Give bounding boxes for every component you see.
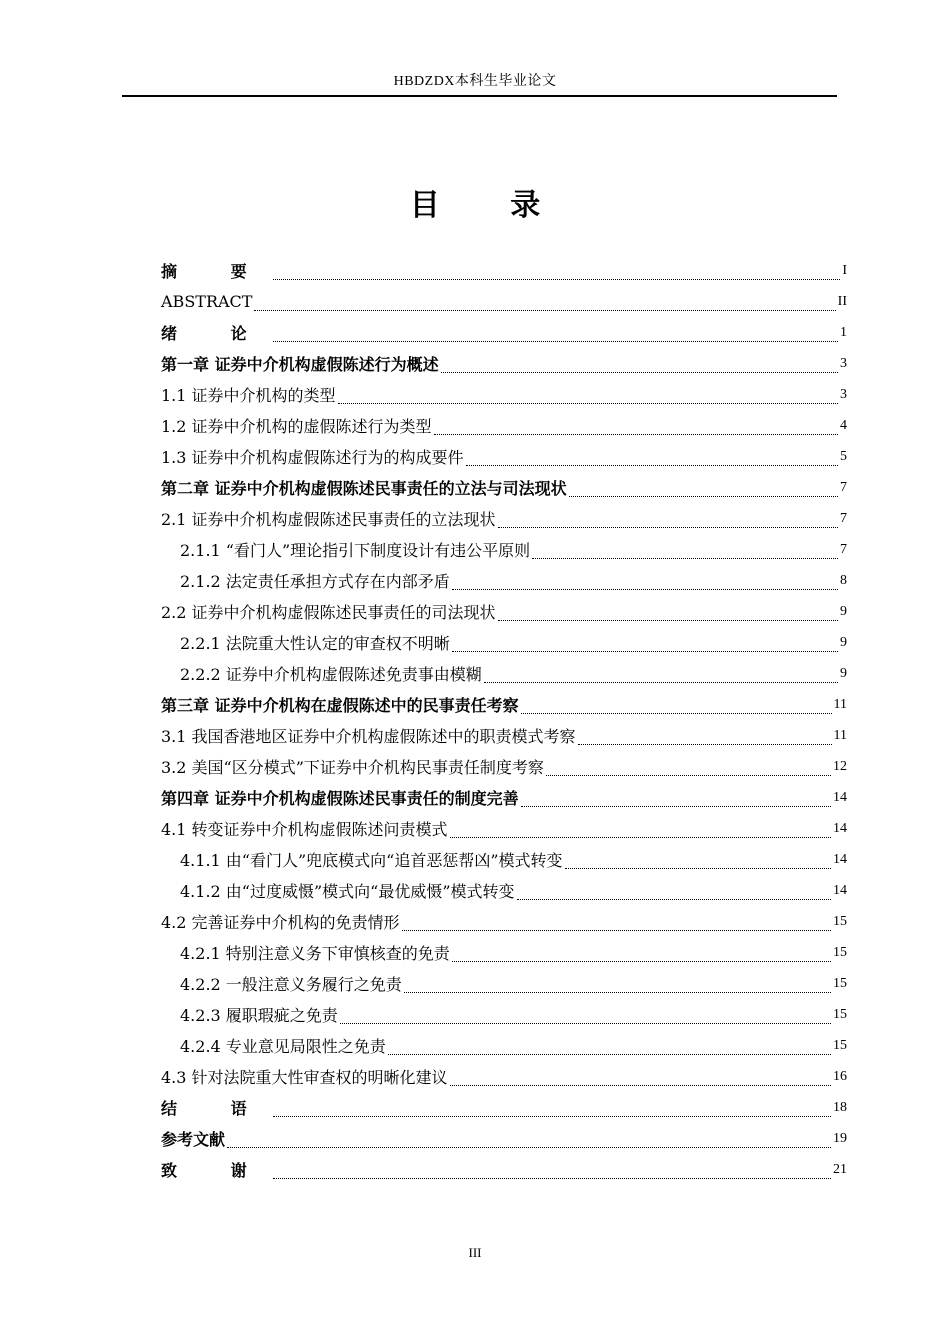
toc-entry[interactable] xyxy=(161,1123,847,1154)
toc-entry-page: 8 xyxy=(840,572,847,588)
toc-entry[interactable] xyxy=(161,813,847,844)
toc-dot-leader xyxy=(532,546,838,559)
toc-entry-label: 4.2.3 履职瑕疵之免责 xyxy=(180,1006,338,1025)
toc-entry-label: 结 语 xyxy=(161,1099,271,1118)
toc-entry-page: I xyxy=(842,262,847,278)
toc-dot-leader xyxy=(498,608,838,621)
toc-dot-leader xyxy=(466,453,838,466)
toc-dot-leader xyxy=(452,639,838,652)
toc-entry-label: 参考文献 xyxy=(161,1130,226,1149)
toc-entry[interactable] xyxy=(161,348,847,379)
toc-entry-label: 4.1.1 由“看门人”兜底模式向“追首恶惩帮凶”模式转变 xyxy=(180,851,563,870)
toc-dot-leader xyxy=(450,825,831,838)
toc-entry-label: 3.2 美国“区分模式”下证券中介机构民事责任制度考察 xyxy=(161,758,544,777)
toc-entry-label: 1.1 证券中介机构的类型 xyxy=(161,386,336,405)
toc-entry-label: 2.1 证券中介机构虚假陈述民事责任的立法现状 xyxy=(161,510,496,529)
toc-entry-label: 1.2 证券中介机构的虚假陈述行为类型 xyxy=(161,417,432,436)
toc-entry[interactable] xyxy=(161,720,847,751)
toc-entry-label: 4.2 完善证券中介机构的免责情形 xyxy=(161,913,400,932)
toc-entry-label: 4.2.2 一般注意义务履行之免责 xyxy=(180,975,402,994)
toc-entry[interactable] xyxy=(161,844,847,875)
toc-entry[interactable] xyxy=(161,782,847,813)
toc-entry[interactable] xyxy=(161,472,847,503)
toc-entry-page: 11 xyxy=(833,727,847,743)
toc-entry-page: 12 xyxy=(833,758,847,774)
toc-entry-page: 15 xyxy=(833,944,847,960)
toc-entry-label: 4.2.4 专业意见局限性之免责 xyxy=(180,1037,386,1056)
table-of-contents xyxy=(161,255,847,1185)
toc-dot-leader xyxy=(434,422,838,435)
page-title: 目 录 xyxy=(409,188,571,223)
toc-entry[interactable] xyxy=(161,596,847,627)
toc-entry-page: 7 xyxy=(840,541,847,557)
toc-entry-page: 9 xyxy=(840,634,847,650)
toc-entry-page: 14 xyxy=(833,882,847,898)
toc-entry-label: 致 谢 xyxy=(161,1161,271,1180)
toc-entry-page: 15 xyxy=(833,1037,847,1053)
toc-entry-page: 7 xyxy=(840,479,847,495)
toc-entry-page: 7 xyxy=(840,510,847,526)
toc-entry[interactable] xyxy=(161,1030,847,1061)
toc-entry[interactable] xyxy=(161,379,847,410)
toc-entry-label: 第三章 证券中介机构在虚假陈述中的民事责任考察 xyxy=(161,696,519,715)
toc-entry-label: 第一章 证券中介机构虚假陈述行为概述 xyxy=(161,355,439,374)
toc-dot-leader xyxy=(441,360,838,373)
toc-dot-leader xyxy=(340,1011,831,1024)
toc-dot-leader xyxy=(565,856,831,869)
toc-entry-label: ABSTRACT xyxy=(161,292,253,311)
toc-dot-leader xyxy=(521,701,832,714)
toc-entry-page: 19 xyxy=(833,1130,847,1146)
toc-entry-page: 15 xyxy=(833,975,847,991)
toc-dot-leader xyxy=(569,484,838,497)
toc-dot-leader xyxy=(338,391,838,404)
toc-dot-leader xyxy=(452,949,831,962)
toc-dot-leader xyxy=(254,298,835,311)
toc-entry[interactable] xyxy=(161,441,847,472)
toc-entry[interactable] xyxy=(161,1061,847,1092)
toc-entry-label: 3.1 我国香港地区证券中介机构虚假陈述中的职责模式考察 xyxy=(161,727,576,746)
toc-entry-label: 2.1.1 “看门人”理论指引下制度设计有违公平原则 xyxy=(180,541,531,560)
toc-entry[interactable] xyxy=(161,937,847,968)
toc-entry[interactable] xyxy=(161,1154,847,1185)
toc-entry-label: 2.2.1 法院重大性认定的审查权不明晰 xyxy=(180,634,450,653)
toc-dot-leader xyxy=(484,670,838,683)
toc-entry-page: 14 xyxy=(833,789,847,805)
toc-dot-leader xyxy=(402,918,831,931)
toc-entry-page: II xyxy=(837,293,847,309)
toc-dot-leader xyxy=(578,732,832,745)
toc-entry-page: 18 xyxy=(833,1099,847,1115)
toc-entry-label: 4.1 转变证券中介机构虚假陈述问责模式 xyxy=(161,820,448,839)
toc-entry-label: 摘 要 xyxy=(161,262,271,281)
toc-dot-leader xyxy=(452,577,838,590)
toc-dot-leader xyxy=(227,1135,831,1148)
toc-entry-label: 第二章 证券中介机构虚假陈述民事责任的立法与司法现状 xyxy=(161,479,567,498)
toc-entry[interactable] xyxy=(161,1092,847,1123)
toc-entry-page: 21 xyxy=(833,1161,847,1177)
toc-entry-page: 3 xyxy=(840,386,847,402)
toc-entry[interactable] xyxy=(161,999,847,1030)
toc-entry[interactable] xyxy=(161,503,847,534)
toc-entry-label: 4.3 针对法院重大性审查权的明晰化建议 xyxy=(161,1068,448,1087)
toc-entry[interactable] xyxy=(161,751,847,782)
toc-entry-page: 9 xyxy=(840,603,847,619)
toc-dot-leader xyxy=(404,980,831,993)
toc-entry-label: 4.2.1 特别注意义务下审慎核查的免责 xyxy=(180,944,450,963)
toc-entry[interactable] xyxy=(161,410,847,441)
footer-page-number: III xyxy=(468,1245,482,1260)
toc-entry-label: 4.1.2 由“过度威慑”模式向“最优威慑”模式转变 xyxy=(180,882,515,901)
toc-entry[interactable] xyxy=(161,968,847,999)
toc-entry-page: 5 xyxy=(840,448,847,464)
toc-entry[interactable] xyxy=(161,689,847,720)
toc-entry[interactable] xyxy=(161,255,847,286)
toc-entry-page: 1 xyxy=(840,324,847,340)
toc-entry-page: 16 xyxy=(833,1068,847,1084)
toc-dot-leader xyxy=(521,794,831,807)
toc-dot-leader xyxy=(546,763,831,776)
toc-dot-leader xyxy=(388,1042,831,1055)
toc-entry-label: 2.2.2 证券中介机构虚假陈述免责事由模糊 xyxy=(180,665,482,684)
toc-dot-leader xyxy=(498,515,838,528)
toc-entry[interactable] xyxy=(161,906,847,937)
toc-entry-page: 3 xyxy=(840,355,847,371)
toc-entry-label: 绪 论 xyxy=(161,324,271,343)
toc-dot-leader xyxy=(517,887,831,900)
toc-entry-page: 4 xyxy=(840,417,847,433)
toc-dot-leader xyxy=(273,1104,831,1117)
toc-entry-page: 15 xyxy=(833,913,847,929)
toc-entry-label: 2.2 证券中介机构虚假陈述民事责任的司法现状 xyxy=(161,603,496,622)
toc-dot-leader xyxy=(450,1073,831,1086)
toc-entry[interactable] xyxy=(161,565,847,596)
toc-dot-leader xyxy=(273,1166,831,1179)
running-header: HBDZDX本科生毕业论文 xyxy=(393,74,557,89)
toc-entry-page: 14 xyxy=(833,820,847,836)
toc-entry-page: 14 xyxy=(833,851,847,867)
toc-dot-leader xyxy=(273,329,838,342)
toc-entry[interactable] xyxy=(161,658,847,689)
header-rule xyxy=(122,95,837,97)
toc-entry[interactable] xyxy=(161,875,847,906)
toc-dot-leader xyxy=(273,267,841,280)
toc-entry-label: 第四章 证券中介机构虚假陈述民事责任的制度完善 xyxy=(161,789,519,808)
toc-entry-label: 1.3 证券中介机构虚假陈述行为的构成要件 xyxy=(161,448,464,467)
toc-entry-page: 11 xyxy=(833,696,847,712)
toc-entry[interactable] xyxy=(161,317,847,348)
toc-entry-label: 2.1.2 法定责任承担方式存在内部矛盾 xyxy=(180,572,450,591)
toc-entry-page: 9 xyxy=(840,665,847,681)
toc-entry[interactable] xyxy=(161,627,847,658)
toc-entry-page: 15 xyxy=(833,1006,847,1022)
toc-entry[interactable] xyxy=(161,286,847,317)
toc-entry[interactable] xyxy=(161,534,847,565)
